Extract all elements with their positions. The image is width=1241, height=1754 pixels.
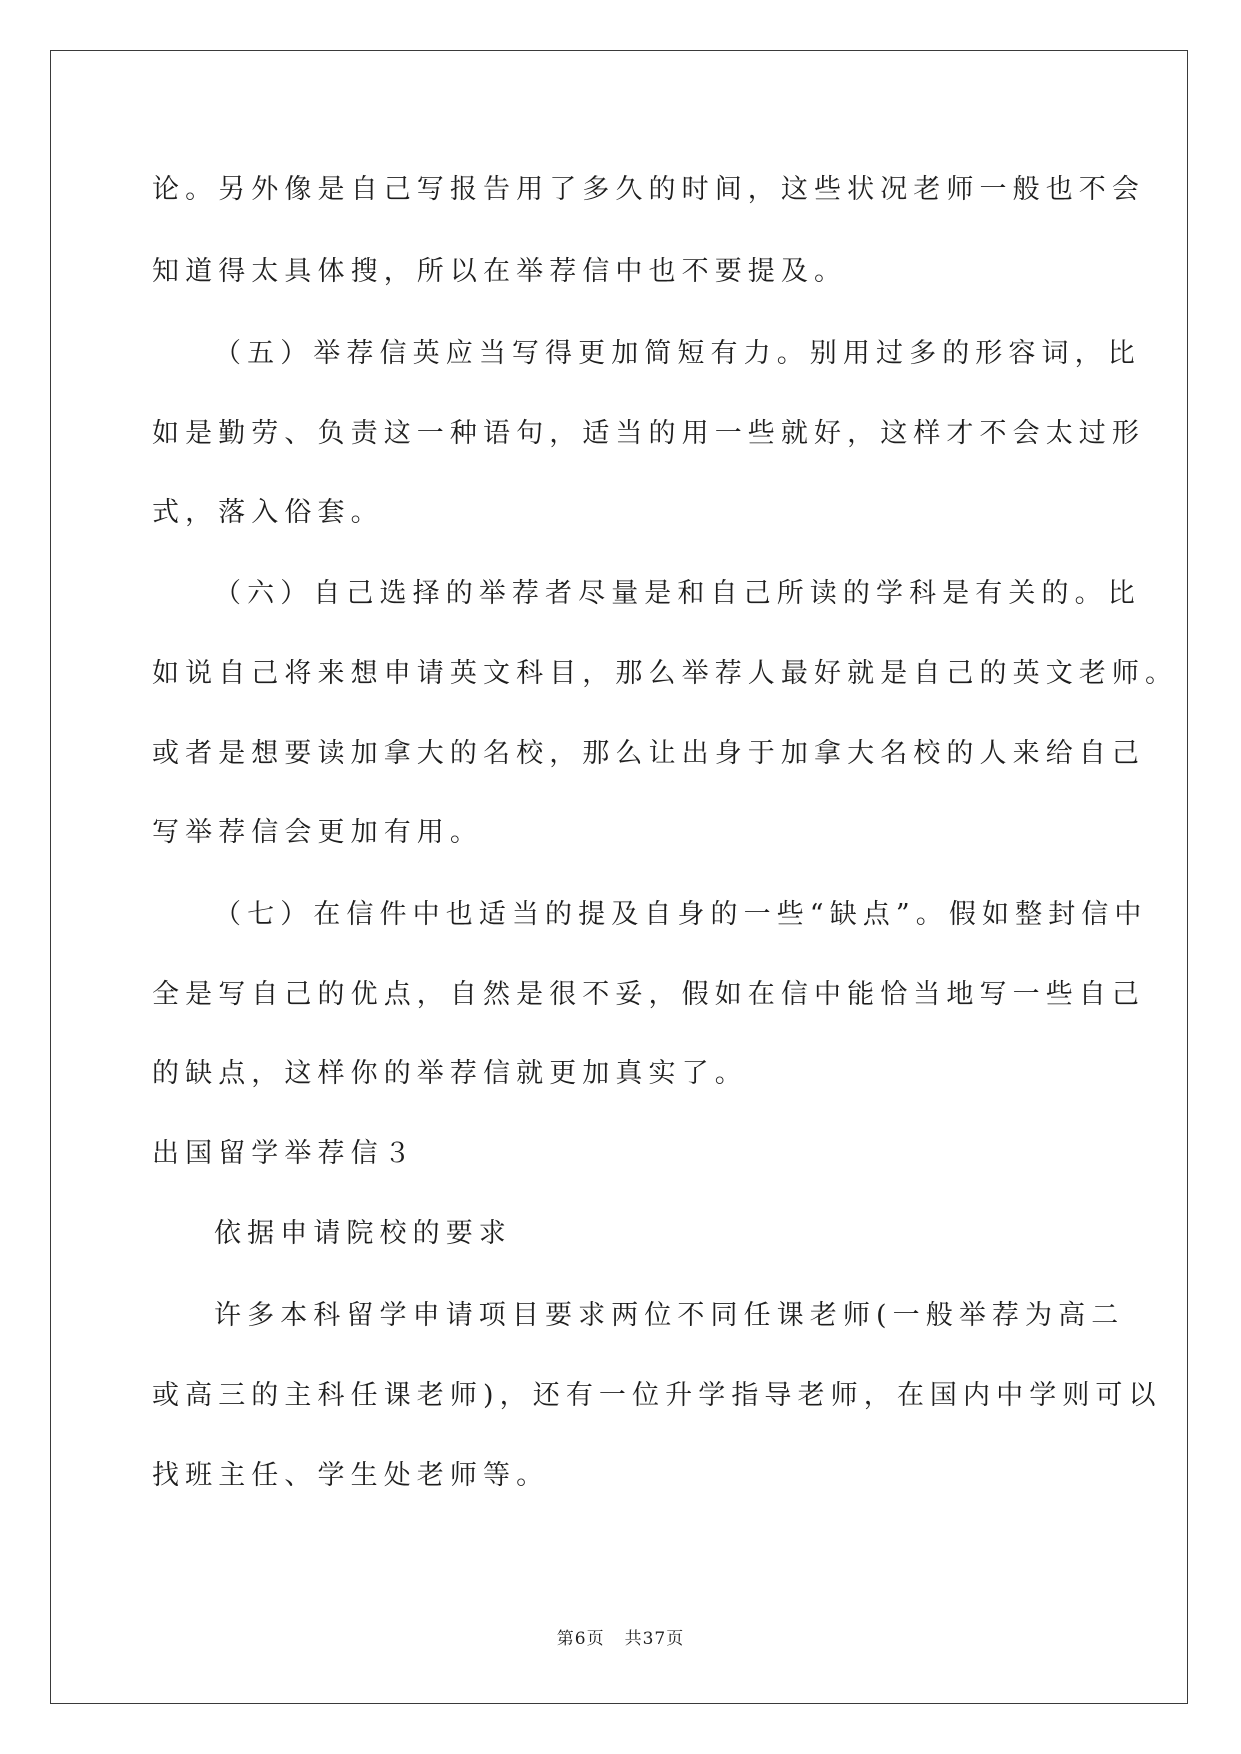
body-line: 或者是想要读加拿大的名校，那么让出身于加拿大名校的人来给自己 [152,738,1145,769]
body-line: （六）自己选择的举荐者尽量是和自己所读的学科是有关的。比 [214,578,1141,609]
section-heading: 出国留学举荐信３ [152,1138,417,1169]
body-line: 写举荐信会更加有用。 [152,817,483,848]
page-footer [0,1624,1241,1649]
section-line: 找班主任、学生处老师等。 [152,1460,550,1491]
body-line: 如说自己将来想申请英文科目，那么举荐人最好就是自己的英文老师。 [152,658,1179,689]
body-line: （五）举荐信英应当写得更加简短有力。别用过多的形容词，比 [214,338,1141,369]
body-line: 式，落入俗套。 [152,497,384,528]
body-line: 论。另外像是自己写报告用了多久的时间，这些状况老师一般也不会 [152,174,1145,205]
page-number: 第6页 [556,1629,605,1649]
body-line: 知道得太具体搜，所以在举荐信中也不要提及。 [152,256,848,287]
body-line: （七）在信件中也适当的提及自身的一些“缺点”。假如整封信中 [214,899,1148,930]
section-line: 许多本科留学申请项目要求两位不同任课老师(一般举荐为高二 [214,1300,1125,1331]
page-total: 共37页 [624,1629,685,1649]
body-line: 的缺点，这样你的举荐信就更加真实了。 [152,1058,748,1089]
page-border [50,50,1188,1704]
section-line: 依据申请院校的要求 [214,1218,512,1249]
body-line: 如是勤劳、负责这一种语句，适当的用一些就好，这样才不会太过形 [152,418,1145,449]
body-line: 全是写自己的优点，自然是很不妥，假如在信中能恰当地写一些自己 [152,979,1145,1010]
section-line: 或高三的主科任课老师)，还有一位升学指导老师，在国内中学则可以 [152,1380,1162,1411]
